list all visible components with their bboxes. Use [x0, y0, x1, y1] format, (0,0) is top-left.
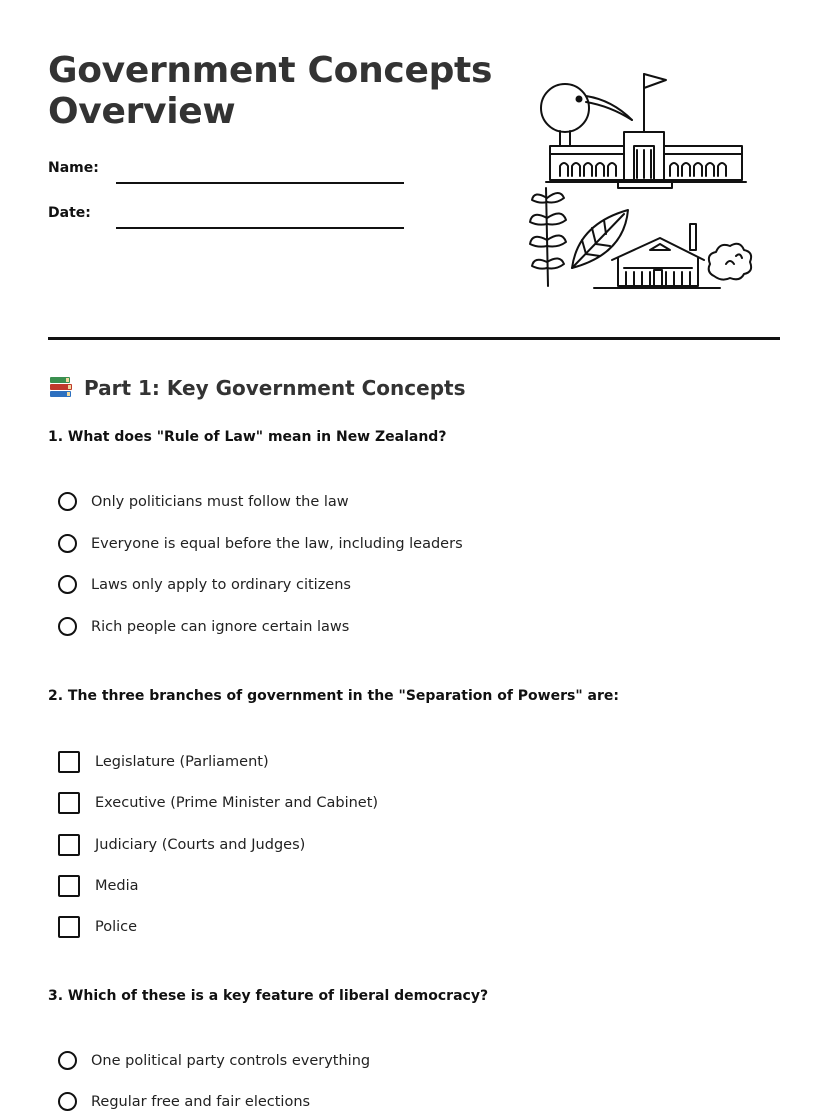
- leaf-icon: [572, 210, 628, 268]
- option-label: Judiciary (Courts and Judges): [95, 837, 306, 853]
- checkbox[interactable]: [58, 834, 80, 856]
- checkbox[interactable]: [58, 916, 80, 938]
- q2-option-4[interactable]: [58, 875, 139, 897]
- q2-option-3[interactable]: [58, 834, 305, 856]
- date-label: Date:: [48, 205, 91, 221]
- q1-option-1[interactable]: [58, 492, 349, 511]
- option-label: Laws only apply to ordinary citizens: [91, 576, 351, 593]
- radio-button[interactable]: [58, 1092, 77, 1111]
- title-line-1: Government Concepts: [48, 50, 493, 91]
- worksheet-title: [48, 50, 492, 132]
- q2-option-2[interactable]: [58, 792, 378, 814]
- part-1-heading: [48, 374, 465, 402]
- section-divider: [48, 337, 780, 340]
- fern-icon: [530, 188, 566, 286]
- question-1: 1. What does "Rule of Law" mean in New Zealand?: [48, 429, 447, 445]
- checkbox[interactable]: [58, 875, 80, 897]
- q2-option-5[interactable]: [58, 916, 137, 938]
- radio-button[interactable]: [58, 534, 77, 553]
- tree-icon: [709, 244, 751, 280]
- option-label: Executive (Prime Minister and Cabinet): [95, 795, 379, 811]
- kiwi-bird-icon: [541, 84, 632, 146]
- q2-option-1[interactable]: [58, 751, 269, 773]
- checkbox[interactable]: [58, 751, 80, 773]
- radio-button[interactable]: [58, 575, 77, 594]
- question-2: 2. The three branches of government in the "Separation of Powers" are:: [48, 688, 619, 704]
- checkbox[interactable]: [58, 792, 80, 814]
- title-line-2: Overview: [48, 91, 236, 132]
- option-label: Police: [95, 919, 138, 935]
- nz-government-illustration-icon: [520, 68, 760, 293]
- part-1-heading-text: Part 1: Key Government Concepts: [84, 376, 466, 400]
- meeting-house-icon: [594, 224, 720, 288]
- q3-option-1[interactable]: [58, 1051, 370, 1070]
- q1-option-2[interactable]: [58, 534, 463, 553]
- option-label: Regular free and fair elections: [91, 1093, 311, 1110]
- date-field[interactable]: [116, 225, 404, 229]
- radio-button[interactable]: [58, 492, 77, 511]
- q1-option-4[interactable]: [58, 617, 349, 636]
- radio-button[interactable]: [58, 1051, 77, 1070]
- option-label: One political party controls everything: [91, 1052, 371, 1069]
- option-label: Only politicians must follow the law: [91, 493, 349, 510]
- question-3: 3. Which of these is a key feature of liberal democracy?: [48, 988, 489, 1004]
- parliament-building-icon: [546, 74, 746, 188]
- option-label: Rich people can ignore certain laws: [91, 618, 350, 635]
- option-label: Media: [95, 878, 139, 894]
- option-label: Legislature (Parliament): [95, 754, 269, 770]
- q1-option-3[interactable]: [58, 575, 351, 594]
- name-field[interactable]: [116, 180, 404, 184]
- books-icon: [48, 374, 74, 402]
- q3-option-2[interactable]: [58, 1092, 310, 1111]
- radio-button[interactable]: [58, 617, 77, 636]
- name-label: Name:: [48, 160, 99, 176]
- option-label: Everyone is equal before the law, including leaders: [91, 535, 463, 552]
